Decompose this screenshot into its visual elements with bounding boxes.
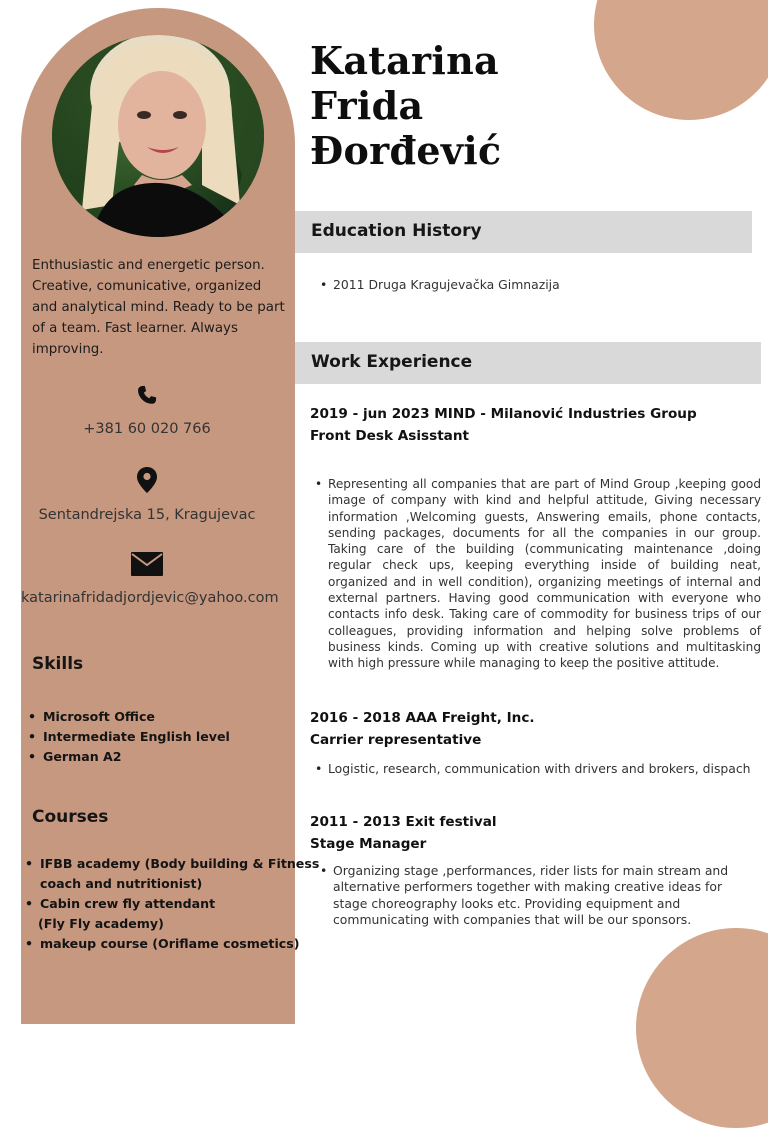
profile-summary: Enthusiastic and energetic person. Creative, comunicative, organized and analytical mind. Ready to be part of a team. Fast learner. Always improving.	[32, 258, 285, 357]
decorative-circle-top	[594, 0, 768, 120]
job-description-list	[328, 476, 761, 672]
name-last: Đorđević	[310, 128, 502, 173]
location-pin-icon	[135, 466, 159, 494]
full-name	[310, 38, 501, 173]
skill-item: • Intermediate English level	[23, 727, 230, 747]
job-role: Stage Manager	[310, 836, 427, 852]
decorative-circle-bottom	[636, 928, 768, 1128]
name-first: Katarina	[310, 38, 499, 83]
course-item	[20, 894, 319, 934]
job-description-list	[328, 761, 761, 777]
job-description-list	[333, 863, 753, 929]
skill-item: • German A2	[23, 747, 230, 767]
work-section-bar	[295, 342, 761, 384]
course-item-line: coach and nutritionist)	[40, 876, 203, 891]
course-item-line: • makeup course (Oriflame cosmetics)	[40, 936, 300, 951]
job-description: • Logistic, research, communication with drivers and brokers, dispach	[328, 761, 761, 777]
job-role: Carrier representative	[310, 732, 482, 748]
course-item	[20, 934, 319, 954]
work-heading: Work Experience	[311, 352, 473, 372]
courses-heading: Courses	[32, 807, 109, 827]
job-period: 2016 - 2018 AAA Freight, Inc.	[310, 710, 535, 726]
education-section-bar	[295, 211, 752, 253]
profile-photo-illustration	[52, 35, 264, 237]
phone-number[interactable]: +381 60 020 766	[83, 421, 211, 437]
job-period: 2019 - jun 2023 MIND - Milanović Industries Group	[310, 406, 697, 422]
courses-list	[20, 854, 319, 954]
course-item-line: • IFBB academy (Body building & Fitness	[40, 856, 320, 871]
name-middle: Frida	[310, 83, 424, 128]
email-address[interactable]: katarinafridadjordjevic@yahoo.com	[21, 590, 279, 606]
profile-photo	[52, 35, 264, 237]
skill-item: • Microsoft Office	[23, 707, 230, 727]
education-heading: Education History	[311, 221, 482, 241]
job-period: 2011 - 2013 Exit festival	[310, 814, 497, 830]
job-role: Front Desk Asisstant	[310, 428, 470, 444]
education-list	[333, 276, 753, 293]
phone-icon	[136, 382, 158, 408]
course-item-line: • Cabin crew fly attendant	[40, 896, 216, 911]
email-icon	[130, 551, 164, 577]
job-description: • Organizing stage ,performances, rider lists for main stream and alternative performers together with making creative ideas for stage choreography looks etc. Providing equipment and communicating with companies that will be our sponsors.	[333, 863, 753, 929]
skills-list	[23, 707, 230, 767]
address: Sentandrejska 15, Kragujevac	[38, 507, 256, 523]
job-description: • Representing all companies that are part of Mind Group ,keeping good image of company with kind and helpful attitude, Giving necessary information ,Welcoming guests, Answering emails, phone contacts, sending packages, documents for all the companies in our group. Taking care of the building (communicating maintenance ,doing regular check ups, keeping everything inside of building neat, organized and in well condition), organizing meetings of internal and external partners. Having good communication with everyone who contacts info desk. Taking care of commodity for business trips of our colleagues, providing information and helping solve problems of business kinds. Coming up with creative solutions and multitasking with high pressure while managing to keep the positive attitude.	[328, 476, 761, 672]
course-item-line: (Fly Fly academy)	[38, 916, 164, 931]
skills-heading: Skills	[32, 654, 84, 674]
course-item	[20, 854, 319, 894]
education-item: • 2011 Druga Kragujevačka Gimnazija	[333, 276, 753, 293]
